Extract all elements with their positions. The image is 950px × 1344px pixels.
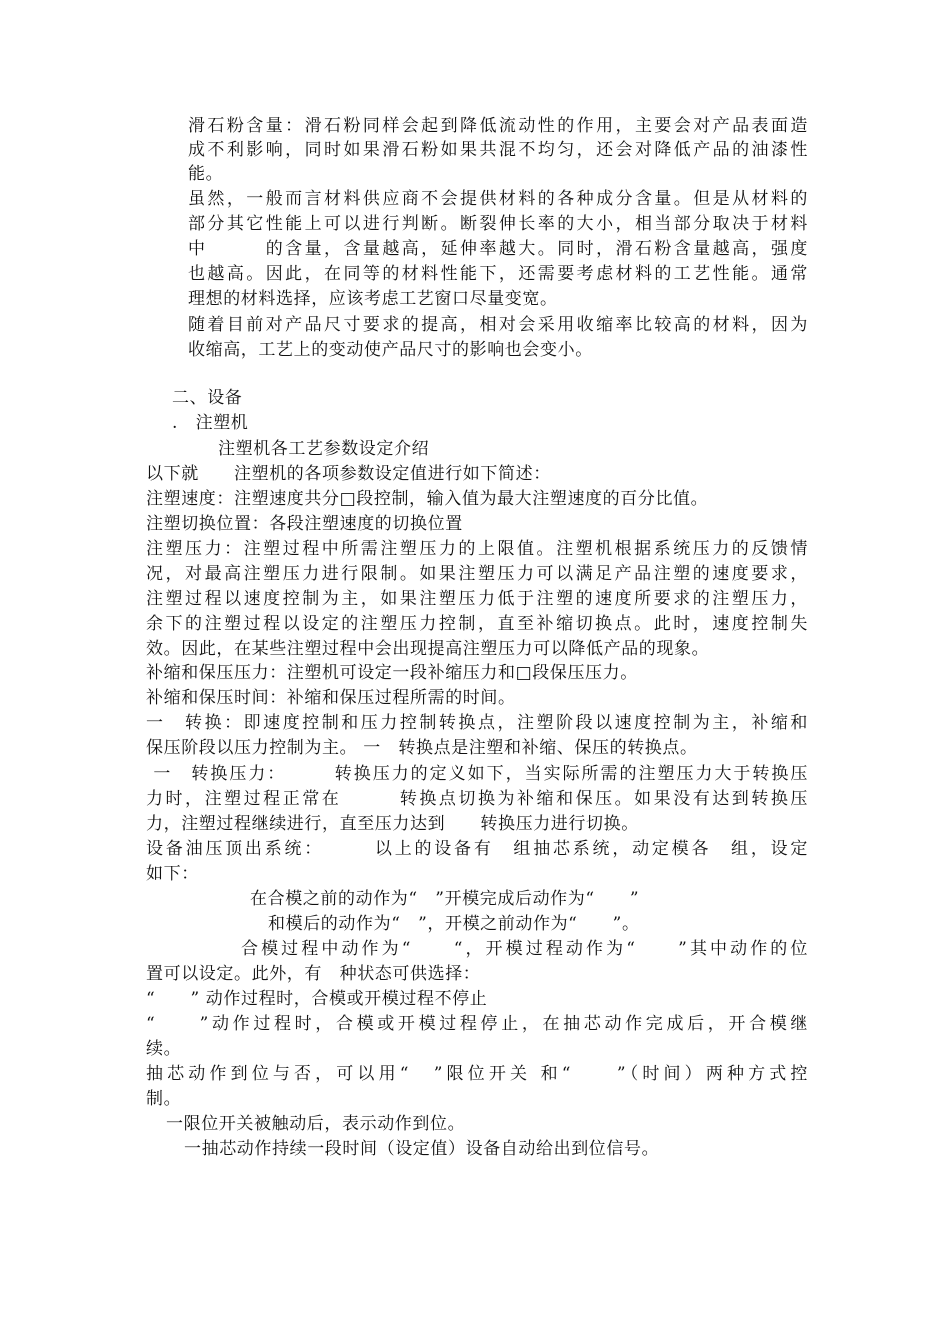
body-line: 设备油压顶出系统： 以上的设备有 组抽芯系统，动定模各 组，设定 [146, 839, 808, 859]
body-line: 一 转换压力： 转换压力的定义如下，当实际所需的注塑压力大于转换压 [146, 764, 808, 784]
body-line: 余下的注塑过程以设定的注塑压力控制，直至补缩切换点。此时，速度控制失 [146, 614, 808, 634]
body-line: 置可以设定。此外，有 种状态可供选择： [146, 964, 481, 984]
body-line: “ ” 动作过程时，合模或开模过程不停止 [146, 989, 488, 1009]
body-line: 注塑压力：注塑过程中所需注塑压力的上限值。注塑机根据系统压力的反馈情 [146, 539, 808, 559]
subsubsection-heading: 注塑机各工艺参数设定介绍 [218, 439, 430, 459]
body-line: 注塑速度：注塑速度共分□段控制，输入值为最大注塑速度的百分比值。 [146, 489, 709, 509]
body-line: 力，注塑过程继续进行，直至压力达到 转换压力进行切换。 [146, 814, 639, 834]
body-line: 况，对最高注塑压力进行限制。如果注塑压力可以满足产品注塑的速度要求， [146, 564, 808, 584]
paragraph-line: 虽然，一般而言材料供应商不会提供材料的各种成分含量。但是从材料的 [188, 189, 808, 209]
body-line: 补缩和保压压力：注塑机可设定一段补缩压力和□段保压压力。 [146, 663, 638, 683]
body-line: 一抽芯动作持续一段时间（设定值）设备自动给出到位信号。 [184, 1139, 660, 1159]
indented-line: 合模过程中动作为“ “，开模过程动作为“ ”其中动作的位 [241, 939, 808, 959]
body-line: 一限位开关被触动后，表示动作到位。 [166, 1114, 466, 1134]
body-line: 续。 [146, 1039, 182, 1059]
body-line: 抽芯动作到位与否，可以用“ ”限位开关 和“ ”（时间）两种方式控 [146, 1064, 808, 1084]
body-line: 注塑切换位置：各段注塑速度的切换位置 [146, 514, 463, 534]
body-line: “ ”动作过程时，合模或开模过程停止，在抽芯动作完成后，开合模继 [146, 1014, 808, 1034]
section-heading: 二、设备 [172, 388, 243, 408]
paragraph-line: 收缩高，工艺上的变动使产品尺寸的影响也会变小。 [188, 340, 593, 360]
indented-line: 在合模之前的动作为“ ”开模完成后动作为“ ” [250, 889, 640, 909]
body-line: 注塑过程以速度控制为主，如果注塑压力低于注塑的速度所要求的注塑压力， [146, 589, 808, 609]
body-line: 如下： [146, 864, 199, 884]
paragraph-line: 部分其它性能上可以进行判断。断裂伸长率的大小，相当部分取决于材料 [188, 214, 808, 234]
body-line: 以下就 注塑机的各项参数设定值进行如下简述： [146, 464, 551, 484]
paragraph-line: 随着目前对产品尺寸要求的提高，相对会采用收缩率比较高的材料，因为 [188, 315, 808, 335]
subsection-heading: . 注塑机 [172, 413, 249, 433]
paragraph-line: 中 的含量，含量越高，延伸率越大。同时，滑石粉含量越高，强度 [188, 239, 808, 259]
paragraph-line: 也越高。因此，在同等的材料性能下，还需要考虑材料的工艺性能。通常 [188, 264, 808, 284]
body-line: 力时，注塑过程正常在 转换点切换为补缩和保压。如果没有达到转换压 [146, 789, 808, 809]
paragraph-line: 理想的材料选择，应该考虑工艺窗口尽量变宽。 [188, 289, 558, 309]
body-line: 补缩和保压时间：补缩和保压过程所需的时间。 [146, 688, 516, 708]
body-line: 保压阶段以压力控制为主。 一 转换点是注塑和补缩、保压的转换点。 [146, 738, 698, 758]
body-line: 一 转换：即速度控制和压力控制转换点，注塑阶段以速度控制为主，补缩和 [146, 713, 808, 733]
body-line: 效。因此，在某些注塑过程中会出现提高注塑压力可以降低产品的现象。 [146, 639, 710, 659]
indented-line: 和模后的动作为“ ”，开模之前动作为“ ”。 [268, 914, 640, 934]
paragraph-line: 能。 [188, 164, 224, 184]
paragraph-line: 滑石粉含量：滑石粉同样会起到降低流动性的作用，主要会对产品表面造 [188, 116, 808, 136]
paragraph-line: 成不利影响，同时如果滑石粉如果共混不均匀，还会对降低产品的油漆性 [188, 140, 808, 160]
body-line: 制。 [146, 1089, 182, 1109]
